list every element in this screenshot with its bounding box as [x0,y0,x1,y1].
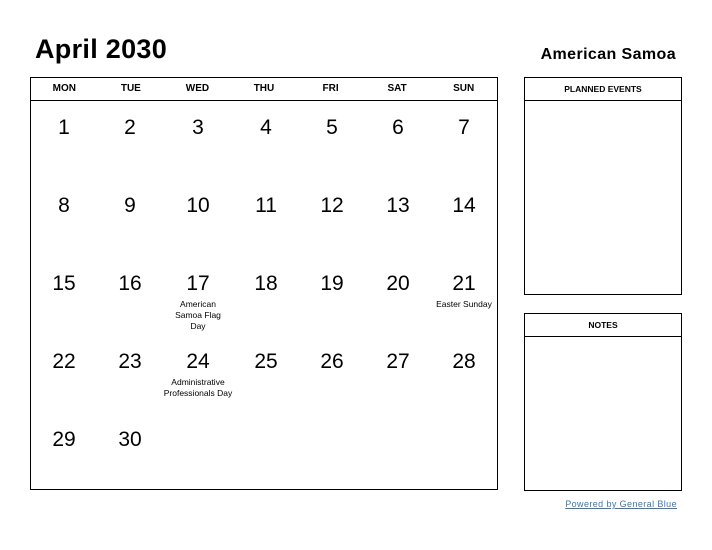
day-cell [299,335,365,413]
day-number: 19 [320,272,344,295]
day-cell [365,413,431,491]
notes-heading: NOTES [525,314,681,337]
day-cell [233,335,299,413]
day-cell [299,179,365,257]
day-cell [431,335,497,413]
day-number: 21 [452,272,476,295]
day-cell [31,335,97,413]
day-number: 25 [254,350,278,373]
notes-box [524,313,682,491]
day-cell [97,101,163,179]
day-cell [97,335,163,413]
day-cell [365,101,431,179]
holiday-label: Administrative Professionals Day [163,377,233,398]
day-number: 17 [186,272,210,295]
day-number: 14 [452,194,476,217]
weekday-label: WED [185,83,210,94]
day-number: 9 [124,194,136,217]
day-number: 15 [52,272,76,295]
day-number: 20 [386,272,410,295]
day-cell [365,257,431,335]
day-cell [31,101,97,179]
day-number: 8 [58,194,70,217]
page-title: April 2030 [35,34,168,64]
day-number: 5 [326,116,338,139]
day-number: 16 [118,272,142,295]
day-cell [233,413,299,491]
day-number: 4 [260,116,272,139]
planned-events-heading: PLANNED EVENTS [525,78,681,101]
weekday-label: THU [253,83,275,94]
day-number: 23 [118,350,142,373]
day-number: 13 [386,194,410,217]
day-cell [299,413,365,491]
day-cell [365,179,431,257]
holiday-label: American Samoa Flag Day [175,299,221,331]
day-cell [163,413,233,491]
day-cell [163,257,233,335]
day-number: 7 [458,116,470,139]
day-cell [365,335,431,413]
day-number: 29 [52,428,76,451]
day-number: 1 [58,116,70,139]
day-cell [233,101,299,179]
day-cell [163,335,233,413]
day-number: 24 [186,350,210,373]
day-cell [97,413,163,491]
powered-by-link[interactable]: Powered by General Blue [565,499,677,509]
day-number: 2 [124,116,136,139]
day-number: 26 [320,350,344,373]
calendar-grid [30,77,498,490]
day-cell [431,257,497,335]
day-number: 11 [255,194,277,217]
weekday-header [31,78,497,101]
weekday-label: TUE [120,83,141,94]
weekday-label: FRI [322,83,339,94]
day-cell [431,179,497,257]
calendar-weeks [31,101,497,491]
holiday-label: Easter Sunday [436,299,492,309]
day-cell [163,101,233,179]
day-cell [299,257,365,335]
day-cell [31,413,97,491]
day-number: 18 [254,272,278,295]
day-number: 27 [386,350,410,373]
day-cell [31,179,97,257]
day-cell [431,413,497,491]
day-cell [97,179,163,257]
day-number: 22 [52,350,76,373]
day-cell [31,257,97,335]
weekday-label: MON [52,83,76,94]
day-number: 6 [392,116,404,139]
day-cell [299,101,365,179]
day-cell [233,257,299,335]
planned-events-box [524,77,682,295]
day-number: 10 [186,194,210,217]
day-number: 12 [320,194,344,217]
weekday-label: SAT [387,83,407,94]
day-number: 3 [192,116,204,139]
weekday-label: SUN [453,83,475,94]
country-name: American Samoa [540,46,676,63]
day-cell [97,257,163,335]
day-cell [233,179,299,257]
day-number: 30 [118,428,142,451]
day-cell [431,101,497,179]
day-number: 28 [452,350,476,373]
day-cell [163,179,233,257]
